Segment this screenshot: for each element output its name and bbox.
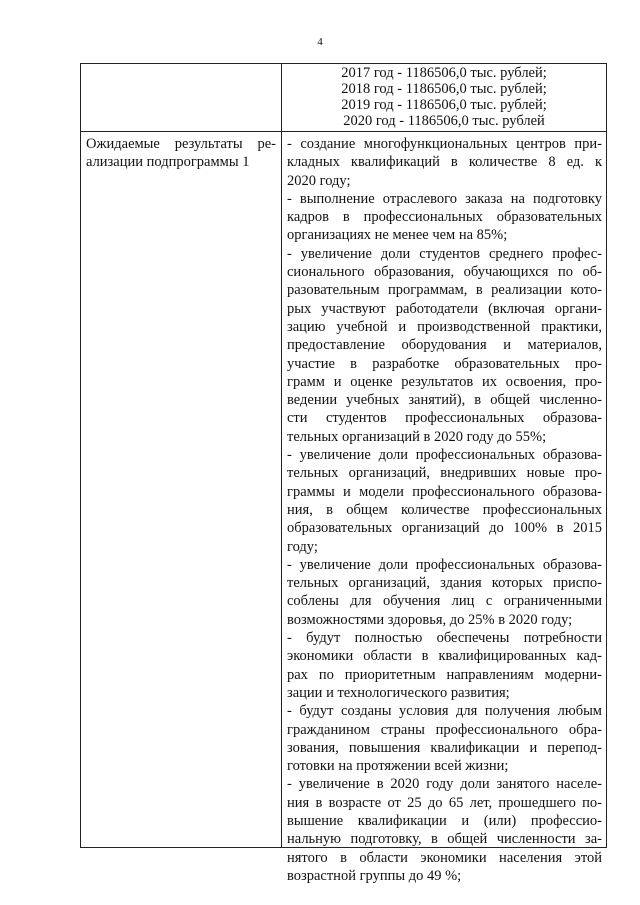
result-line: зации и технологического развития; <box>287 684 510 701</box>
result-line: нальную подготовку, в общей численности за- <box>287 831 602 848</box>
result-line: кадров в профессиональных образовательных <box>287 209 602 226</box>
result-line: грамм и оценке результатов их освоения, про- <box>287 373 602 390</box>
result-line: сионального образования, обучающихся по об- <box>287 264 602 281</box>
page-number: 4 <box>317 36 323 48</box>
result-line: тельных организаций, здания которых приспо- <box>287 575 602 592</box>
result-line: гражданином страны профессионального обра- <box>287 721 602 738</box>
result-line: - будут созданы условия для получения любым <box>287 703 602 720</box>
funding-year-line: 2019 год - 1186506,0 тыс. рублей; <box>341 97 547 113</box>
label-line: ализации подпрограммы 1 <box>86 154 250 170</box>
expected-results-label <box>86 135 276 171</box>
result-line: возможностями здоровья, до 25% в 2020 году; <box>287 611 573 628</box>
result-line: году; <box>287 538 318 555</box>
result-line: организациях не менее чем на 85%; <box>287 227 508 244</box>
funding-years-cell <box>282 65 606 129</box>
row-divider <box>81 131 606 132</box>
result-line: возрастной группы до 49 %; <box>287 867 462 884</box>
result-line: - создание многофункциональных центров при- <box>287 136 602 152</box>
result-line: ведении учебных занятий), в общей численно- <box>287 392 602 409</box>
result-line: сти студентов профессиональных образова- <box>287 410 602 427</box>
funding-year-line: 2017 год - 1186506,0 тыс. рублей; <box>341 65 547 81</box>
result-line: ния в возрасте от 25 до 65 лет, прошедшего по- <box>287 794 602 811</box>
result-line: граммы и модели профессионального образова- <box>287 483 602 500</box>
result-line: разовательным программам, в реализации кото- <box>287 282 602 299</box>
result-line: 2020 году; <box>287 172 351 189</box>
result-line: тельных организаций в 2020 году до 55%; <box>287 428 547 445</box>
result-line: готовки на протяжении всей жизни; <box>287 758 509 775</box>
funding-year-line: 2020 год - 1186506,0 тыс. рублей <box>343 113 545 129</box>
result-line: рых участвуют работодатели (включая органи- <box>287 300 602 317</box>
result-line: - будут полностью обеспечены потребности <box>287 630 602 647</box>
result-line: - увеличение доли профессиональных образова- <box>287 556 602 573</box>
result-line: кладных квалификаций в количестве 8 ед. к <box>287 154 602 171</box>
result-line: образовательных организаций до 100% в 2015 <box>287 520 602 537</box>
label-line: Ожидаемые результаты ре- <box>86 136 276 152</box>
result-line: участие в разработке образовательных про- <box>287 355 602 372</box>
result-line: нятого в области экономики населения этой <box>287 849 602 866</box>
result-line: рах по приоритетным направлениям модерни- <box>287 666 602 683</box>
result-line: - выполнение отраслевого заказа на подготовку <box>287 190 602 207</box>
result-line: зования, повышения квалификации и перепод- <box>287 739 602 756</box>
column-divider <box>281 64 282 847</box>
result-line: ния, в общем количестве профессиональных <box>287 501 602 518</box>
result-line: - увеличение в 2020 году доли занятого населе- <box>287 776 602 793</box>
result-line: - увеличение доли студентов среднего профес- <box>287 245 602 262</box>
result-line: вышение квалификации и (или) профессио- <box>287 812 602 829</box>
funding-year-line: 2018 год - 1186506,0 тыс. рублей; <box>341 81 547 97</box>
result-line: зацию учебной и производственной практики, <box>287 318 602 335</box>
expected-results-text <box>287 135 602 885</box>
result-line: экономики области в квалифицированных кад- <box>287 648 602 665</box>
result-line: соблены для обучения лиц с ограниченными <box>287 593 602 610</box>
result-line: - увеличение доли профессиональных образова- <box>287 447 602 464</box>
subprogram-table <box>80 63 607 884</box>
result-line: предоставление оборудования и материалов, <box>287 337 602 354</box>
result-line: тельных организаций, внедривших новые про- <box>287 465 602 482</box>
